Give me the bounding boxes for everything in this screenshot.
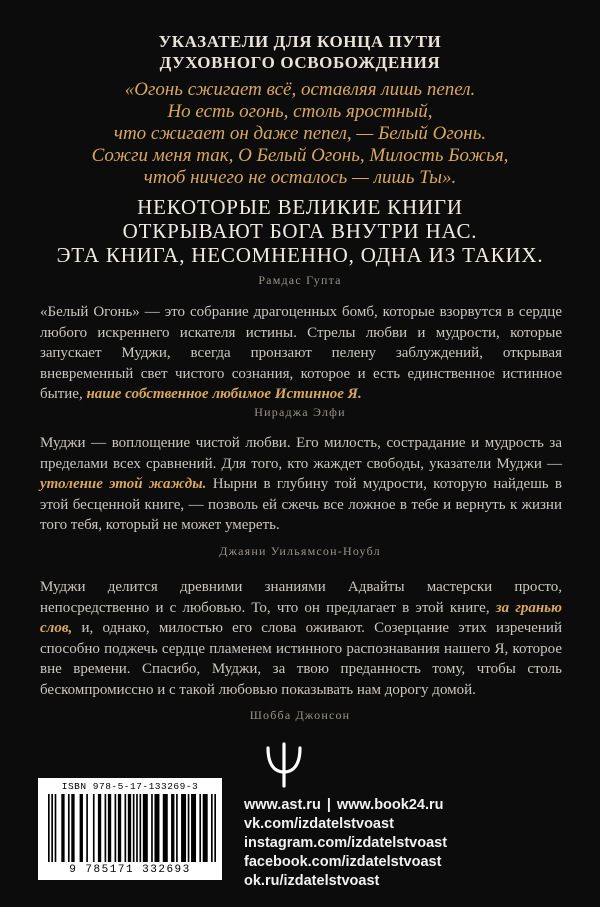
- review-2-text-a: Муджи — воплощение чистой любви. Его милость, сострадание и мудрость за пределами всех сравнений. Для того, кто жаждет свободы, указатели Муджи —: [40, 435, 562, 472]
- barcode-bar: [55, 794, 57, 862]
- barcode-bar: [211, 794, 213, 862]
- barcode-bar: [128, 794, 131, 862]
- epigraph-line-1: «Огонь сжигает всё, оставляя лишь пепел.: [124, 79, 476, 100]
- review-2-highlight: утоление этой жажды.: [40, 476, 207, 492]
- publisher-links: [244, 796, 574, 891]
- barcode-bar: [48, 794, 50, 862]
- barcode-bars: [48, 794, 216, 862]
- barcode-bar: [115, 794, 117, 862]
- epigraph-line-4: Сожги меня так, О Белый Огонь, Милость Божья,: [91, 145, 509, 166]
- review-2: [40, 433, 562, 536]
- barcode-bar: [80, 794, 83, 862]
- epigraph-line-5: чтоб ничего не осталось — лишь Ты».: [143, 167, 457, 188]
- statement-line-3: ЭТА КНИГА, НЕСОМНЕННО, ОДНА ИЗ ТАКИХ.: [56, 243, 544, 267]
- link-instagram[interactable]: instagram.com/izdatelstvoast: [244, 835, 448, 851]
- review-3-author: Шобба Джонсон: [249, 708, 351, 722]
- barcode-bar: [139, 794, 141, 862]
- barcode-bar: [171, 794, 174, 862]
- barcode-bar: [214, 794, 216, 862]
- barcode-bar: [118, 794, 121, 862]
- psi-symbol-icon: [264, 742, 304, 788]
- barcode-bar: [163, 794, 168, 862]
- statement-line-2: ОТКРЫВАЮТ БОГА ВНУТРИ НАС.: [122, 219, 478, 243]
- review-3-highlight: за гранью слов,: [40, 599, 562, 636]
- review-2-author: Джаяни Уильямсон-Ноубл: [219, 544, 381, 558]
- barcode-bar: [125, 794, 127, 862]
- review-3-text-a: Муджи делится древними знаниями Адвайты мастерски просто, непосредственно и с любовью. То, что он предлагает в этой книге,: [40, 579, 562, 616]
- review-3: [40, 577, 562, 700]
- barcode-bar: [191, 794, 196, 862]
- barcode-bar: [93, 794, 95, 862]
- review-3-text-b: и, однако, милостью его слова оживают. Созерцание этих изречений способно поджечь сердце пламенем истинного распознавания нашего Я, которое вне времени. Спасибо, Муджи, за твою преданность тому, чтобы столь бескомпромиссно и с такой любовью показывать нам дорогу домой.: [40, 620, 562, 698]
- cover-title-line-1: УКАЗАТЕЛИ ДЛЯ КОНЦА ПУТИ: [158, 32, 442, 51]
- review-1-author: Нираджа Элфи: [254, 405, 346, 419]
- statement-author: Рамдас Гупта: [258, 273, 342, 287]
- link-vk[interactable]: vk.com/izdatelstvoast: [244, 816, 394, 832]
- statement-line-1: НЕКОТОРЫЕ ВЕЛИКИЕ КНИГИ: [137, 195, 463, 219]
- barcode-bar: [136, 794, 138, 862]
- link-separator: |: [326, 797, 331, 813]
- barcode-bar: [181, 794, 186, 862]
- barcode-bar: [105, 794, 107, 862]
- barcode-bar: [199, 794, 201, 862]
- barcode-bar: [98, 794, 101, 862]
- review-2-text-b: Нырни в глубину той мудрости, которую найдешь в этой бесценной книге, — позволь ей сжечь все ложное в тебе и вернуть к жизни того тебя, который не может умереть.: [40, 476, 562, 533]
- barcode: [38, 778, 222, 880]
- epigraph-line-2: Но есть огонь, столь яростный,: [167, 101, 433, 122]
- cover-title-line-2: ДУХОВНОГО ОСВОБОЖДЕНИЯ: [159, 53, 441, 72]
- barcode-bar: [203, 794, 208, 862]
- barcode-bar: [176, 794, 178, 862]
- barcode-bar: [108, 794, 111, 862]
- barcode-bar: [68, 794, 70, 862]
- barcode-bar: [154, 794, 159, 862]
- link-ast[interactable]: www.ast.ru: [244, 797, 321, 813]
- link-ok[interactable]: ok.ru/izdatelstvoast: [244, 873, 380, 889]
- epigraph-line-3: что сжигает он даже пепел, — Белый Огонь.: [113, 123, 487, 144]
- website-row: [244, 796, 574, 815]
- barcode-bar: [61, 794, 64, 862]
- isbn-label: ISBN 978-5-17-133269-3: [61, 781, 199, 792]
- barcode-bar: [133, 794, 135, 862]
- barcode-bar: [151, 794, 153, 862]
- review-1: [40, 302, 562, 405]
- barcode-bar: [71, 794, 74, 862]
- barcode-bar: [188, 794, 190, 862]
- review-1-text: «Белый Огонь» — это собрание драгоценных бомб, которые взорвутся в сердце любого искреннего искателя истины. Стрелы любви и мудрости, которые запускает Муджи, всегда пронзают пелену заблуждений, открывая вневременный свет чистого сознания, которое и есть единственное истинное бытие,: [40, 304, 562, 402]
- link-facebook[interactable]: facebook.com/izdatelstvoast: [244, 854, 442, 870]
- barcode-bar: [86, 794, 88, 862]
- link-book24[interactable]: www.book24.ru: [336, 797, 444, 813]
- review-1-highlight: наше собственное любимое Истинное Я.: [86, 386, 362, 402]
- barcode-bar: [143, 794, 148, 862]
- barcode-digits: 9 785171 332693: [69, 864, 191, 876]
- barcode-bar: [51, 794, 53, 862]
